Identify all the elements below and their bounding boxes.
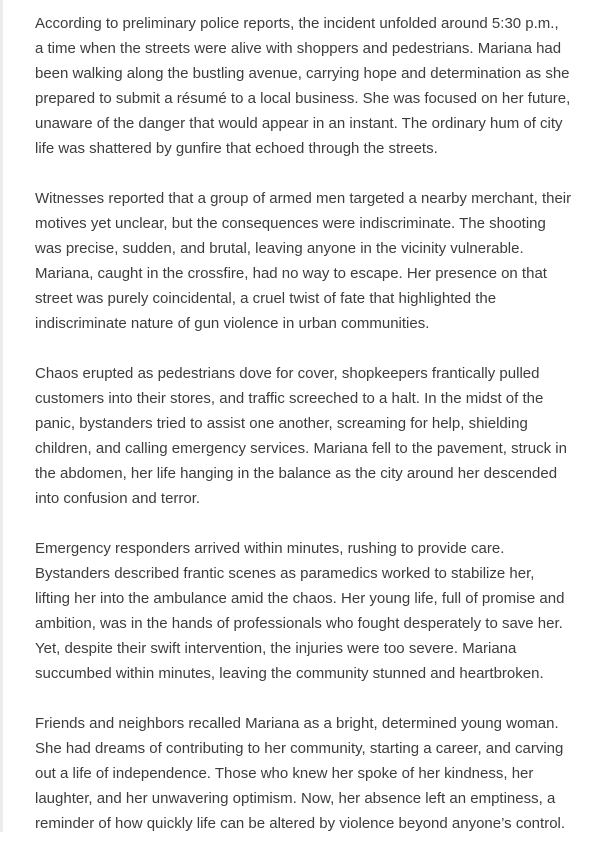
left-edge-divider — [0, 0, 3, 832]
text-line: Yet, despite their swift intervention, the injuries were too severe. Mariana — [35, 640, 517, 657]
text-line: ambition, was in the hands of professionals who fought desperately to save her. — [35, 615, 563, 632]
text-line: motives yet unclear, but the consequences were indiscriminate. The shooting — [35, 215, 546, 232]
text-line: Friends and neighbors recalled Mariana as a bright, determined young woman. — [35, 715, 559, 732]
text-line: was precise, sudden, and brutal, leaving anyone in the vicinity vulnerable. — [35, 240, 524, 257]
paragraph — [35, 11, 595, 161]
text-line: Bystanders described frantic scenes as paramedics worked to stabilize her, — [35, 565, 535, 582]
text-line: Chaos erupted as pedestrians dove for cover, shopkeepers frantically pulled — [35, 365, 540, 382]
paragraph — [35, 711, 595, 836]
text-line: been walking along the bustling avenue, carrying hope and determination as she — [35, 65, 570, 82]
article-body — [35, 11, 595, 861]
text-line: street was purely coincidental, a cruel twist of fate that highlighted the — [35, 290, 497, 307]
text-line: into confusion and terror. — [35, 490, 201, 507]
text-line: lifting her into the ambulance amid the chaos. Her young life, full of promise and — [35, 590, 565, 607]
text-line: Emergency responders arrived within minutes, rushing to provide care. — [35, 540, 505, 557]
text-line: the abdomen, her life hanging in the balance as the city around her descended — [35, 465, 558, 482]
text-line: succumbed within minutes, leaving the community stunned and heartbroken. — [35, 665, 544, 682]
text-line: laughter, and her unwavering optimism. Now, her absence left an emptiness, a — [35, 790, 556, 807]
text-line: indiscriminate nature of gun violence in urban communities. — [35, 315, 430, 332]
text-line: customers into their stores, and traffic screeched to a halt. In the midst of the — [35, 390, 544, 407]
text-line: According to preliminary police reports, the incident unfolded around 5:30 p.m., — [35, 15, 559, 32]
text-line: prepared to submit a résumé to a local business. She was focused on her future, — [35, 90, 571, 107]
text-line: reminder of how quickly life can be altered by violence beyond anyone’s control. — [35, 815, 566, 832]
paragraph — [35, 186, 595, 336]
paragraph — [35, 361, 595, 511]
text-line: Mariana, caught in the crossfire, had no way to escape. Her presence on that — [35, 265, 547, 282]
text-line: out a life of independence. Those who knew her spoke of her kindness, her — [35, 765, 534, 782]
text-line: life was shattered by gunfire that echoed through the streets. — [35, 140, 438, 157]
text-line: a time when the streets were alive with shoppers and pedestrians. Mariana had — [35, 40, 562, 57]
text-line: unaware of the danger that would appear in an instant. The ordinary hum of city — [35, 115, 563, 132]
paragraph — [35, 536, 595, 686]
text-line: She had dreams of contributing to her community, starting a career, and carving — [35, 740, 564, 757]
text-line: children, and calling emergency services. Mariana fell to the pavement, struck in — [35, 440, 567, 457]
text-line: panic, bystanders tried to assist one another, screaming for help, shielding — [35, 415, 528, 432]
text-line: Witnesses reported that a group of armed men targeted a nearby merchant, their — [35, 190, 572, 207]
